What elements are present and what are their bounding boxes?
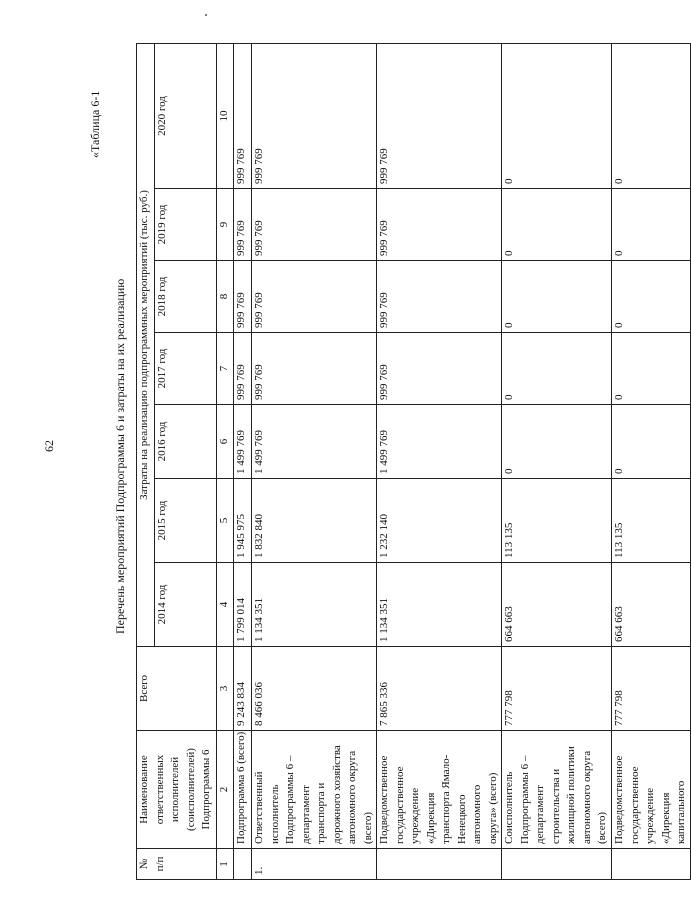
row-num: 1. [252, 849, 377, 880]
cell-2019: 0 [612, 189, 691, 261]
cell-2015: 1 232 140 [377, 479, 502, 563]
header-index: 9 [217, 189, 234, 261]
costs-table [136, 44, 687, 880]
cell-2014: 1 799 014 [234, 563, 252, 647]
row-name: Подведомственное государственное учреждение «Дирекция транспорта Ямало- Ненецкого автономного округа» (всего) [377, 731, 502, 849]
costs-grid [136, 43, 691, 880]
cell-2016: 0 [502, 405, 612, 479]
header-index: 10 [217, 44, 234, 189]
cell-2015: 1 832 840 [252, 479, 377, 563]
header-name: Наименование ответственных исполнителей (соисполнителей) Подпрограммы 6 [137, 731, 217, 849]
header-index-row [217, 44, 234, 880]
cell-2014: 1 134 351 [377, 563, 502, 647]
row-name: Ответственный исполнитель Подпрограммы 6 – департамент транспорта и дорожного хозяйства автономного округа (всего) [252, 731, 377, 849]
header-index: 4 [217, 563, 234, 647]
cell-2016: 1 499 769 [377, 405, 502, 479]
cell-total: 7 865 336 [377, 647, 502, 731]
cell-2018: 0 [612, 261, 691, 333]
cell-2019: 999 769 [252, 189, 377, 261]
header-year-2016: 2016 год [155, 405, 217, 479]
cell-2020: 999 769 [252, 44, 377, 189]
cell-total: 9 243 834 [234, 647, 252, 731]
cell-2020: 0 [502, 44, 612, 189]
header-index: 1 [217, 849, 234, 880]
header-num: № п/п [137, 849, 217, 880]
header-year-2015: 2015 год [155, 479, 217, 563]
header-index: 6 [217, 405, 234, 479]
page-number: 62 [42, 440, 56, 452]
cell-2015: 113 135 [612, 479, 691, 563]
header-year-2020: 2020 год [155, 44, 217, 189]
cell-2017: 0 [502, 333, 612, 405]
document-title: Перечень мероприятий Подпрограммы 6 и затраты на их реализацию [113, 278, 127, 634]
table-row [234, 44, 252, 880]
row-name: Соисполнитель Подпрограммы 6 – департамент строительства и жилищной политики автономного округа (всего) [502, 731, 612, 849]
table-label: «Таблица 6-1 [88, 90, 102, 158]
header-index: 7 [217, 333, 234, 405]
header-row-group [137, 44, 155, 880]
cell-2018: 999 769 [252, 261, 377, 333]
cell-2019: 999 769 [234, 189, 252, 261]
cell-2018: 999 769 [377, 261, 502, 333]
header-index: 3 [217, 647, 234, 731]
cell-total: 8 466 036 [252, 647, 377, 731]
cell-total: 777 798 [612, 647, 691, 731]
cell-total: 777 798 [502, 647, 612, 731]
header-year-2019: 2019 год [155, 189, 217, 261]
cell-2014: 1 134 351 [252, 563, 377, 647]
cell-2016: 1 499 769 [252, 405, 377, 479]
header-index: 2 [217, 731, 234, 849]
cell-2017: 999 769 [377, 333, 502, 405]
header-index: 8 [217, 261, 234, 333]
row-num [612, 849, 691, 880]
scan-speck [205, 14, 207, 16]
cell-2015: 113 135 [502, 479, 612, 563]
cell-2014: 664 663 [502, 563, 612, 647]
cell-2017: 999 769 [234, 333, 252, 405]
cell-2020: 0 [612, 44, 691, 189]
row-name: Подпрограмма 6 (всего) [234, 731, 252, 849]
cell-2019: 999 769 [377, 189, 502, 261]
cell-2018: 999 769 [234, 261, 252, 333]
header-costs-group: Затраты на реализацию подпрограммных мероприятий (тыс. руб.) [137, 44, 155, 647]
cell-2014: 664 663 [612, 563, 691, 647]
cell-2018: 0 [502, 261, 612, 333]
table-row [377, 44, 502, 880]
header-year-2017: 2017 год [155, 333, 217, 405]
cell-2016: 1 499 769 [234, 405, 252, 479]
cell-2015: 1 945 975 [234, 479, 252, 563]
cell-2016: 0 [612, 405, 691, 479]
header-year-2018: 2018 год [155, 261, 217, 333]
header-index: 5 [217, 479, 234, 563]
row-num [502, 849, 612, 880]
table-row [502, 44, 612, 880]
cell-2017: 0 [612, 333, 691, 405]
cell-2020: 999 769 [377, 44, 502, 189]
cell-2020: 999 769 [234, 44, 252, 189]
row-num [234, 849, 252, 880]
cell-2017: 999 769 [252, 333, 377, 405]
header-total: Всего [137, 647, 217, 731]
table-row [612, 44, 691, 880]
row-name: Подведомственное государственное учреждение «Дирекция капитального [612, 731, 691, 849]
cell-2019: 0 [502, 189, 612, 261]
table-row [252, 44, 377, 880]
header-year-2014: 2014 год [155, 563, 217, 647]
row-num [377, 849, 502, 880]
